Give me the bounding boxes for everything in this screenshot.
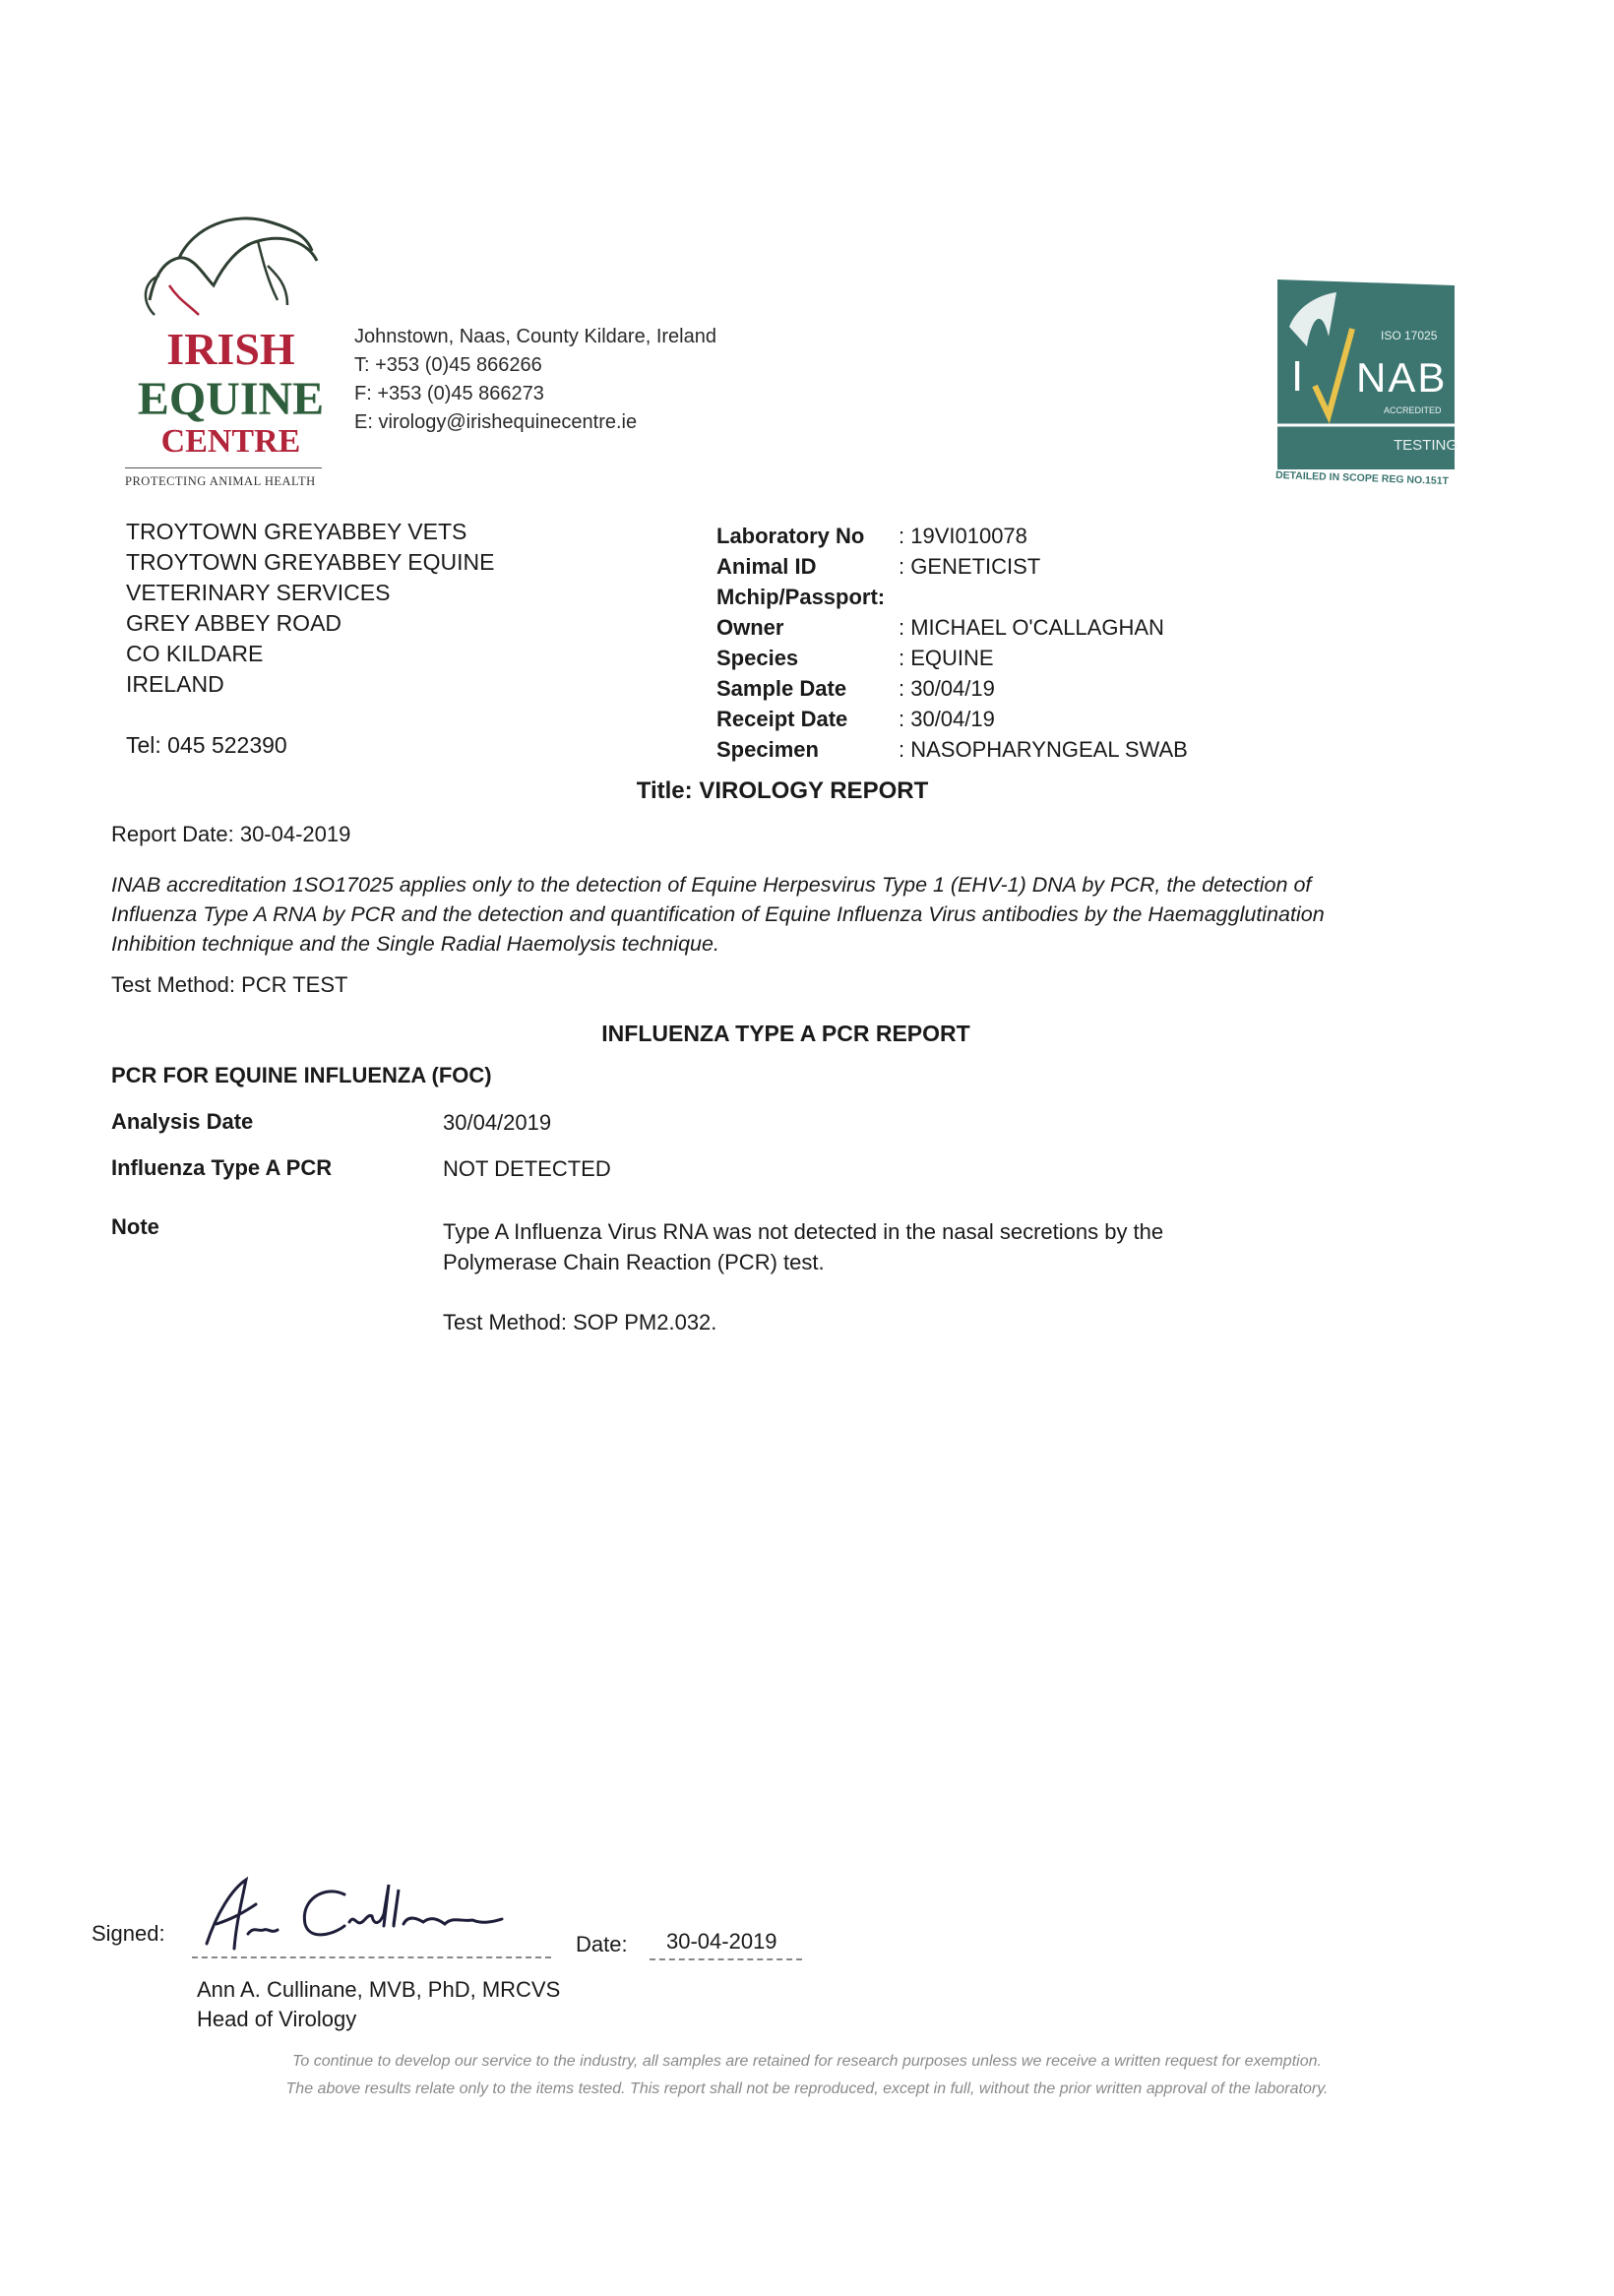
result-label-analysis-date: Analysis Date	[111, 1109, 254, 1134]
lab-label: Laboratory No	[716, 524, 865, 548]
client-line: IRELAND	[126, 671, 224, 697]
date-line	[650, 1958, 802, 1960]
logo-word-irish: IRISH	[166, 324, 295, 374]
signature-line	[192, 1956, 551, 1958]
inab-testing: TESTING	[1394, 437, 1459, 454]
lab-label: Species	[716, 646, 799, 670]
inab-i: I	[1291, 352, 1304, 401]
client-line: GREY ABBEY ROAD	[126, 610, 342, 636]
logo-divider	[125, 467, 322, 468]
lab-label: Mchip/Passport:	[716, 585, 886, 609]
client-line: TROYTOWN GREYABBEY VETS	[126, 519, 467, 544]
lab-row	[716, 643, 1188, 673]
lab-details	[716, 521, 1188, 765]
report-title: Title: VIROLOGY REPORT	[636, 777, 929, 804]
lab-row	[716, 673, 1188, 704]
lab-row	[716, 521, 1188, 551]
lab-label: Receipt Date	[716, 707, 848, 731]
date-label: Date:	[576, 1932, 628, 1956]
client-tel: Tel: 045 522390	[126, 732, 287, 758]
date-value: 30-04-2019	[666, 1929, 777, 1954]
lab-value: : NASOPHARYNGEAL SWAB	[899, 737, 1188, 762]
contact-block	[354, 323, 716, 437]
client-line: CO KILDARE	[126, 641, 264, 666]
handwritten-signature	[187, 1865, 541, 1958]
lab-label: Animal ID	[716, 554, 817, 579]
note-method: Test Method: SOP PM2.032.	[443, 1310, 717, 1334]
signer-block	[197, 1975, 560, 2034]
horse-icon	[120, 207, 341, 325]
lab-value: : EQUINE	[899, 646, 994, 670]
accreditation-note: INAB accreditation 1SO17025 applies only to the detection of Equine Herpesvirus Type 1 (EHV-1) DNA by PCR, the detection of Influenza Type A RNA by PCR and the detection and quantification of Equine Influenza Virus antibodies by the Haemagglutination Inhibition technique and the Single Radial Haemolysis technique.	[111, 873, 1325, 956]
section-title: INFLUENZA TYPE A PCR REPORT	[601, 1021, 970, 1046]
inab-iso: ISO 17025	[1381, 329, 1438, 342]
result-value-analysis-date: 30/04/2019	[443, 1110, 552, 1135]
client-address	[126, 517, 494, 761]
contact-address: Johnstown, Naas, County Kildare, Ireland	[354, 326, 716, 347]
lab-label: Specimen	[716, 737, 819, 762]
lab-row	[716, 582, 1188, 612]
logo-tagline: PROTECTING ANIMAL HEALTH	[125, 474, 316, 488]
client-line: VETERINARY SERVICES	[126, 580, 391, 605]
result-value-influenza-pcr: NOT DETECTED	[443, 1156, 611, 1181]
irish-equine-centre-logo	[120, 207, 341, 492]
signer-name: Ann A. Cullinane, MVB, PhD, MRCVS	[197, 1977, 561, 2002]
signer-title: Head of Virology	[197, 2007, 357, 2031]
lab-value: : 19VI010078	[899, 524, 1027, 548]
lab-value: : 30/04/19	[899, 676, 995, 701]
inab-accreditation-badge	[1274, 278, 1459, 489]
contact-email: E: virology@irishequinecentre.ie	[354, 411, 638, 433]
client-line: TROYTOWN GREYABBEY EQUINE	[126, 549, 495, 575]
lab-label: Sample Date	[716, 676, 847, 701]
contact-tel: T: +353 (0)45 866266	[354, 354, 542, 376]
lab-row	[716, 612, 1188, 643]
lab-value: : 30/04/19	[899, 707, 995, 731]
pcr-heading: PCR FOR EQUINE INFLUENZA (FOC)	[111, 1063, 492, 1087]
report-date: Report Date: 30-04-2019	[111, 822, 351, 846]
test-method: Test Method: PCR TEST	[111, 972, 348, 997]
inab-brand: NAB	[1356, 354, 1448, 401]
footer-line-2: The above results relate only to the items tested. This report shall not be reproduced, except in full, without the prior written approval of the laboratory.	[285, 2080, 1329, 2097]
lab-label: Owner	[716, 615, 784, 640]
note-label: Note	[111, 1214, 159, 1239]
logo-word-equine: EQUINE	[137, 373, 325, 425]
result-label-influenza-pcr: Influenza Type A PCR	[111, 1155, 333, 1180]
contact-fax: F: +353 (0)45 866273	[354, 383, 544, 404]
lab-row	[716, 704, 1188, 734]
note-block	[443, 1216, 1260, 1337]
signed-label: Signed:	[92, 1921, 165, 1946]
lab-row	[716, 551, 1188, 582]
note-text: Type A Influenza Virus RNA was not detected in the nasal secretions by the Polymerase Chain Reaction (PCR) test.	[443, 1219, 1164, 1274]
lab-value: : GENETICIST	[899, 554, 1041, 579]
lab-value: : MICHAEL O'CALLAGHAN	[899, 615, 1164, 640]
footer-line-1: To continue to develop our service to the industry, all samples are retained for research purposes unless we receive a written request for exemption.	[292, 2053, 1322, 2070]
inab-accredited: ACCREDITED	[1384, 405, 1442, 415]
lab-row	[716, 734, 1188, 765]
inab-scope: DETAILED IN SCOPE REG NO.151T	[1274, 468, 1450, 488]
logo-word-centre: CENTRE	[160, 423, 301, 460]
